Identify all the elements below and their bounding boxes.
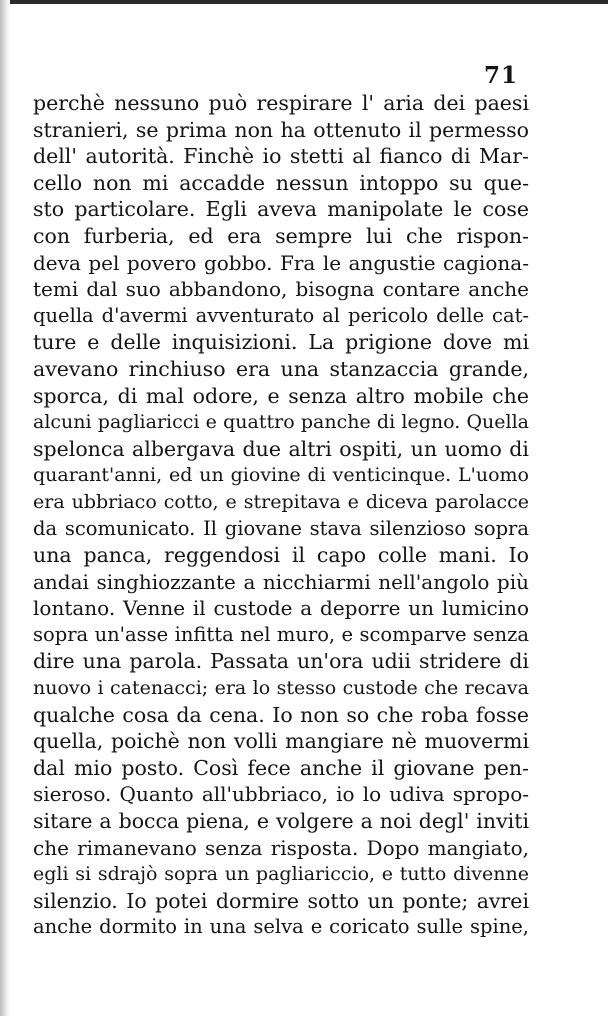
text-line: alcuni pagliaricci e quattro panche di legno. Quella <box>33 411 529 434</box>
text-line: anche dormito in una selva e coricato sulle spine, <box>33 915 529 939</box>
text-line: da scomunicato. Il giovane stava silenzioso sopra <box>33 516 529 540</box>
text-line: spelonca albergava due altri ospiti, un uomo di <box>33 436 529 461</box>
text-line: dire una parola. Passata un'ora udii stridere di <box>33 649 529 674</box>
text-line: avevano rinchiuso era una stanzaccia grande, <box>33 356 529 381</box>
text-line: deva pel povero gobbo. Fra le angustie cagiona- <box>33 250 529 275</box>
text-line: sporca, di mal odore, e senza altro mobile che <box>33 383 529 408</box>
page-top-edge <box>0 0 608 4</box>
text-line: cello non mi accadde nessun intoppo su que- <box>33 170 529 195</box>
text-line: temi dal suo abbandono, bisogna contare anche <box>33 277 529 302</box>
text-line: sopra un'asse infitta nel muro, e scomparve senza <box>33 622 529 646</box>
text-line: qualche cosa da cena. Io non so che roba fosse <box>33 702 529 727</box>
text-line: una panca, reggendosi il capo colle mani. Io <box>33 543 529 568</box>
text-line: quarant'anni, ed un giovine di venticinque. L'uomo <box>33 464 529 487</box>
text-line: dal mio posto. Così fece anche il giovane pen- <box>33 755 529 780</box>
page-number: 71 <box>484 62 519 89</box>
text-line: sitare a bocca piena, e volgere a noi degl' inviti <box>33 809 529 834</box>
text-line: andai singhiozzante a nicchiarmi nell'angolo più <box>33 569 529 594</box>
text-line: era ubbriaco cotto, e strepitava e diceva parolacce <box>33 490 529 513</box>
text-line: stranieri, se prima non ha ottenuto il permesso <box>33 117 529 142</box>
text-line: sto particolare. Egli aveva manipolate le cose <box>33 197 529 222</box>
text-line: perchè nessuno può respirare l' aria dei paesi <box>33 91 529 115</box>
text-line: quella d'avermi avventurato al pericolo delle cat- <box>33 303 529 327</box>
text-line: sieroso. Quanto all'ubbriaco, io lo udiva spropo- <box>33 782 529 807</box>
text-line: che rimanevano senza risposta. Dopo mangiato, <box>33 835 529 860</box>
text-line: silenzio. Io potei dormire sotto un ponte; avrei <box>33 888 529 913</box>
text-line: con furberia, ed era sempre lui che rispon- <box>33 223 529 248</box>
page-binding-shadow <box>0 0 10 1016</box>
text-line: lontano. Venne il custode a deporre un lumicino <box>33 596 529 621</box>
text-line: quella, poichè non volli mangiare nè muovermi <box>33 729 529 754</box>
text-line: egli si sdrajò sopra un pagliariccio, e tutto divenne <box>33 863 529 886</box>
text-line: ture e delle inquisizioni. La prigione dove mi <box>33 330 529 355</box>
text-line: nuovo i catenacci; era lo stesso custode che recava <box>33 677 529 700</box>
body-text <box>33 90 529 941</box>
text-line: dell' autorità. Finchè io stetti al fianco di Mar- <box>33 144 529 169</box>
